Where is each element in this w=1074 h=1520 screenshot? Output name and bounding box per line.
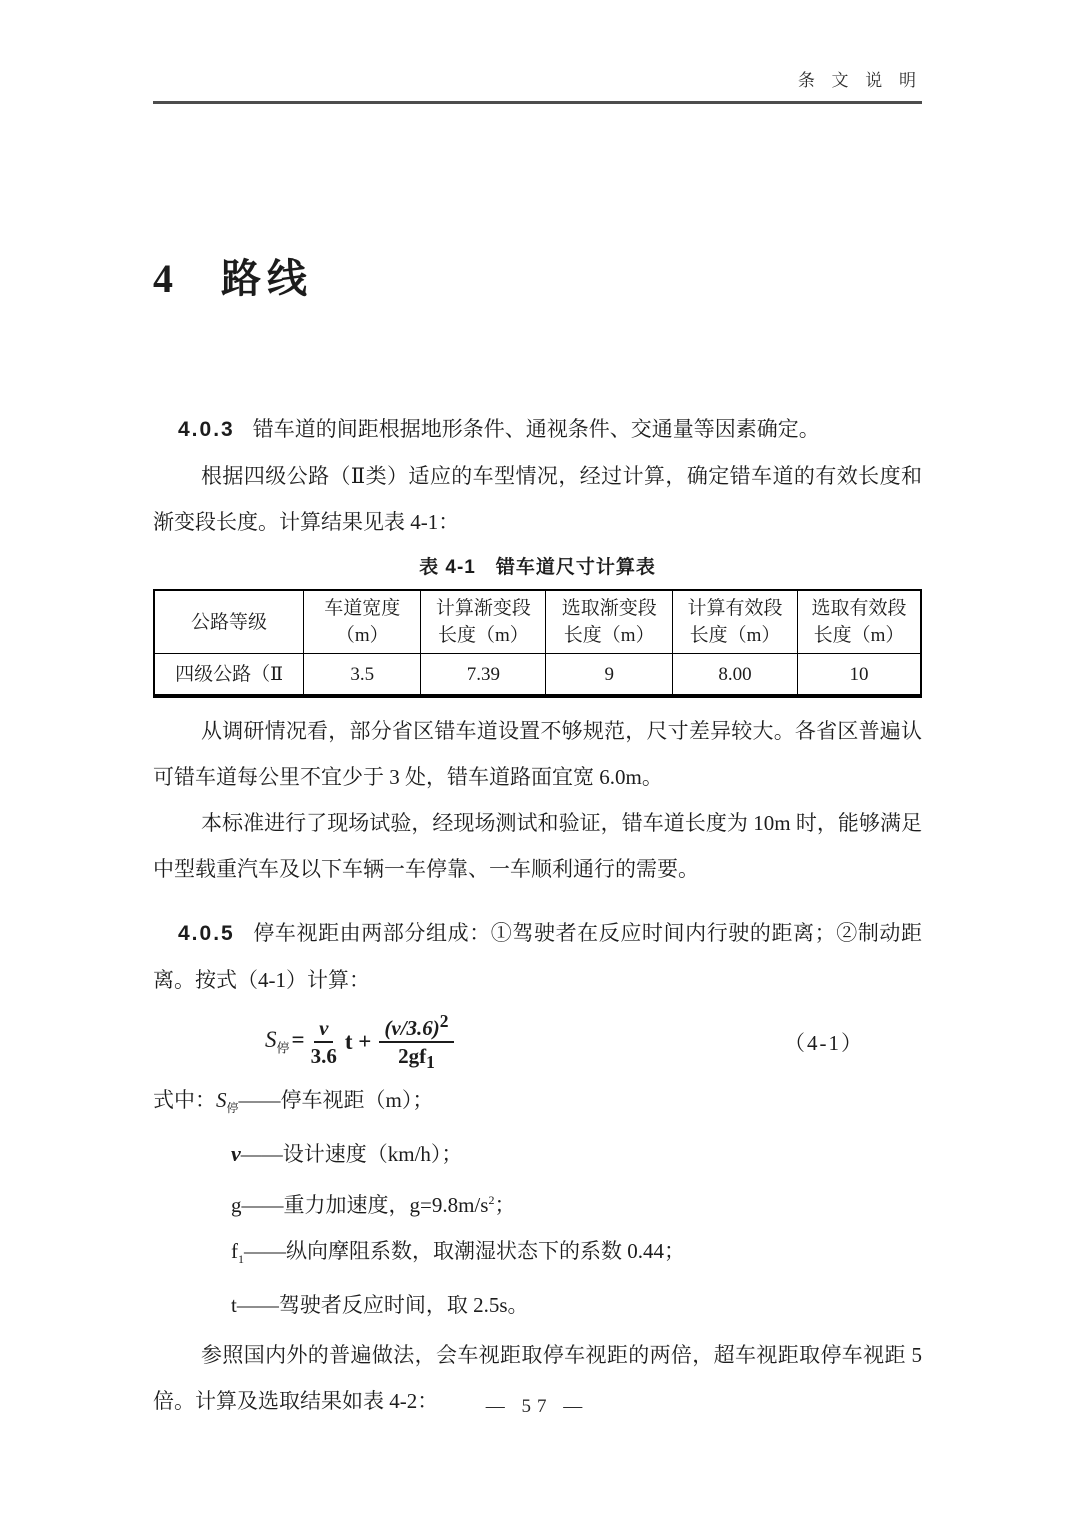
formula-4-1 [153, 1009, 922, 1075]
where-prefix: 式中： [153, 1088, 216, 1112]
definition-f1 [153, 1228, 922, 1282]
definition-g [153, 1177, 922, 1228]
table-4-1-caption: 表 4-1 错车道尺寸计算表 [419, 557, 656, 578]
where-definitions [153, 1077, 922, 1328]
table-row [154, 654, 921, 697]
para-calculation-basis: 根据四级公路（Ⅱ类）适应的车型情况，经过计算，确定错车道的有效长度和渐变段长度。计算结果见表 4-1： [153, 464, 922, 534]
definition-s-text: ——停车视距（m）； [238, 1088, 434, 1112]
definition-v-text: ——设计速度（km/h）； [240, 1142, 463, 1167]
clause-4-0-5 [153, 910, 922, 1003]
symbol-s-subscript: 停 [276, 1040, 290, 1056]
fraction2-denominator: 2gf [398, 1044, 427, 1069]
symbol-s-subscript: 停 [226, 1101, 239, 1116]
col-header-calc-effective: 计算有效段长度（m） [672, 590, 797, 654]
definition-f1-text: ——纵向摩阻系数，取潮湿状态下的系数 0.44； [244, 1239, 685, 1264]
definition-s [153, 1077, 922, 1131]
cell-lane-width: 3.5 [304, 654, 421, 697]
col-header-sel-taper: 选取渐变段长度（m） [546, 590, 673, 654]
definition-v [153, 1131, 922, 1177]
running-header-text: 条 文 说 明 [797, 71, 922, 90]
fraction-v-over-3-6 [311, 1016, 337, 1068]
clause-4-0-3 [153, 406, 922, 453]
chapter-heading [153, 250, 922, 308]
fraction2-exponent: 2 [439, 1011, 449, 1032]
para-survey-findings: 从调研情况看，部分省区错车道设置不够规范，尺寸差异较大。各省区普遍认可错车道每公里不宜少于 3 处，错车道路面宜宽 6.0m。 [153, 719, 922, 789]
fraction1-numerator: v [319, 1016, 329, 1040]
symbol-f-subscript: 1 [238, 1252, 244, 1267]
para-field-test: 本标准进行了现场试验，经现场测试和验证，错车道长度为 10m 时，能够满足中型载重汽车及以下车辆一车停靠、一车顺利通行的需要。 [153, 811, 922, 881]
definition-g-text: ——重力加速度，g=9.8m/s [241, 1193, 489, 1218]
clause-4-0-5-label: 4.0.5 [178, 922, 235, 945]
fraction1-denominator: 3.6 [310, 1044, 337, 1068]
definition-t [153, 1282, 922, 1328]
col-header-road-class: 公路等级 [154, 590, 304, 654]
clause-4-0-3-text: 错车道的间距根据地形条件、通视条件、交通量等因素确定。 [252, 417, 820, 441]
chapter-number: 4 [153, 256, 174, 301]
clause-4-0-5-text: 停车视距由两部分组成：①驾驶者在反应时间内行驶的距离；②制动距离。按式（4-1）计算： [153, 921, 922, 992]
fraction2-den-subscript: 1 [426, 1052, 435, 1073]
formula-lhs [265, 1027, 311, 1057]
clause-4-0-3-label: 4.0.3 [178, 418, 235, 441]
formula-equation [265, 1009, 454, 1074]
para-sight-distance-practice: 参照国内外的普遍做法，会车视距取停车视距的两倍，超车视距取停车视距 5 倍。计算及选取结果如表 4-2： [153, 1343, 922, 1414]
cell-calc-taper: 7.39 [421, 654, 546, 697]
table-4-1 [153, 589, 922, 698]
fraction2-numerator: (v/3.6) [384, 1016, 440, 1041]
symbol-t: t [231, 1293, 237, 1318]
symbol-g: g [231, 1193, 242, 1218]
page-number: — 57 — [485, 1396, 589, 1417]
symbol-f: f [231, 1239, 238, 1264]
cell-sel-effective: 10 [797, 654, 921, 697]
formula-number: （4-1） [784, 1031, 864, 1055]
symbol-s: S [216, 1088, 227, 1112]
col-header-calc-taper: 计算渐变段长度（m） [421, 590, 546, 654]
cell-sel-taper: 9 [546, 654, 673, 697]
running-header [153, 70, 922, 104]
cell-calc-effective: 8.00 [672, 654, 797, 697]
symbol-v: v [231, 1141, 241, 1167]
chapter-title: 路线 [221, 256, 313, 301]
definition-g-tail: ； [494, 1193, 516, 1218]
table-header-row [154, 590, 921, 654]
col-header-sel-effective: 选取有效段长度（m） [797, 590, 921, 654]
formula-middle-term: t + [344, 1029, 372, 1054]
col-header-lane-width: 车道宽度（m） [304, 590, 421, 654]
equals-sign: = [291, 1027, 305, 1053]
symbol-s: S [265, 1027, 277, 1053]
fraction-braking [379, 1009, 453, 1074]
g-exponent: 2 [488, 1193, 495, 1208]
cell-road-class: 四级公路（Ⅱ [154, 654, 304, 697]
definition-t-text: ——驾驶者反应时间，取 2.5s。 [236, 1293, 529, 1318]
